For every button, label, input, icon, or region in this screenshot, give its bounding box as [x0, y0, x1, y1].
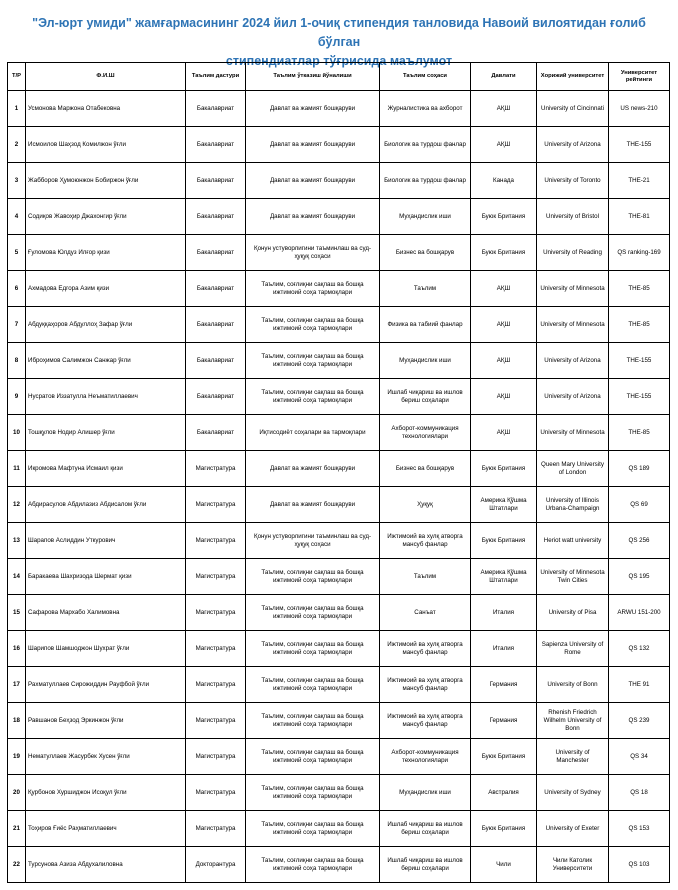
student-name: Икромова Мафтуна Исмаил қизи [26, 451, 186, 487]
header-field: Таълим соҳаси [380, 63, 471, 91]
foreign-university: Heriot watt university [537, 523, 609, 559]
education-direction: Давлат ва жамият бошқаруви [246, 127, 380, 163]
student-name: Рахматуллаев Сирожиддин Рауфбой ўғли [26, 667, 186, 703]
country: АҚШ [471, 127, 537, 163]
foreign-university: University of Arizona [537, 343, 609, 379]
row-number: 5 [8, 235, 26, 271]
education-field: Ахборот-коммуникация технологиялари [380, 415, 471, 451]
education-program: Бакалавриат [186, 199, 246, 235]
university-rating: THE 91 [609, 667, 670, 703]
row-number: 18 [8, 703, 26, 739]
education-direction: Таълим, соғлиқни сақлаш ва бошқа ижтимоий соҳа тармоқлари [246, 775, 380, 811]
education-program: Магистратура [186, 595, 246, 631]
university-rating: THE-155 [609, 127, 670, 163]
foreign-university: Чили Католик Университети [537, 847, 609, 883]
foreign-university: Sapienza University of Rome [537, 631, 609, 667]
university-rating: THE-85 [609, 415, 670, 451]
education-field: Ижтимоий ва хулқ атворга мансуб фанлар [380, 703, 471, 739]
university-rating: THE-85 [609, 307, 670, 343]
foreign-university: University of Bristol [537, 199, 609, 235]
education-program: Бакалавриат [186, 127, 246, 163]
country: Австралия [471, 775, 537, 811]
table-row [8, 91, 670, 127]
table-row [8, 595, 670, 631]
foreign-university: University of Illinois Urbana-Champaign [537, 487, 609, 523]
row-number: 13 [8, 523, 26, 559]
education-direction: Таълим, соғлиқни сақлаш ва бошқа ижтимоий соҳа тармоқлари [246, 631, 380, 667]
education-field: Ишлаб чиқариш ва ишлов бериш соҳалари [380, 811, 471, 847]
education-direction: Таълим, соғлиқни сақлаш ва бошқа ижтимоий соҳа тармоқлари [246, 307, 380, 343]
country: Буюк Британия [471, 811, 537, 847]
university-rating: THE-155 [609, 343, 670, 379]
education-direction: Таълим, соғлиқни сақлаш ва бошқа ижтимоий соҳа тармоқлари [246, 271, 380, 307]
row-number: 1 [8, 91, 26, 127]
student-name: Тошқулов Нодир Алишер ўғли [26, 415, 186, 451]
student-name: Қурбонов Хуршиджон Исоқул ўғли [26, 775, 186, 811]
header-program: Таълим дастури [186, 63, 246, 91]
education-direction: Таълим, соғлиқни сақлаш ва бошқа ижтимоий соҳа тармоқлари [246, 847, 380, 883]
education-field: Ишлаб чиқариш ва ишлов бериш соҳалари [380, 379, 471, 415]
education-program: Докторантура [186, 847, 246, 883]
country: Чили [471, 847, 537, 883]
country: АҚШ [471, 415, 537, 451]
education-field: Ишлаб чиқариш ва ишлов бериш соҳалари [380, 847, 471, 883]
scholars-table [7, 62, 670, 883]
education-program: Магистратура [186, 811, 246, 847]
table-row [8, 379, 670, 415]
education-direction: Давлат ва жамият бошқаруви [246, 487, 380, 523]
row-number: 22 [8, 847, 26, 883]
education-field: Муҳандислик иши [380, 775, 471, 811]
student-name: Турсунова Азиза Абдухалиловна [26, 847, 186, 883]
foreign-university: University of Minnesota [537, 307, 609, 343]
education-program: Магистратура [186, 559, 246, 595]
foreign-university: University of Manchester [537, 739, 609, 775]
header-rating: Университет рейтинги [609, 63, 670, 91]
education-field: Ҳуқуқ [380, 487, 471, 523]
table-row [8, 775, 670, 811]
education-field: Санъат [380, 595, 471, 631]
university-rating: QS 34 [609, 739, 670, 775]
row-number: 20 [8, 775, 26, 811]
university-rating: QS 18 [609, 775, 670, 811]
table-row [8, 487, 670, 523]
student-name: Жабборов Ҳумоюнжон Бобиржон ўғли [26, 163, 186, 199]
foreign-university: University of Toronto [537, 163, 609, 199]
education-direction: Иқтисодиёт соҳалари ва тармоқлари [246, 415, 380, 451]
student-name: Нусратов Иззатулла Неъматиллаевич [26, 379, 186, 415]
row-number: 15 [8, 595, 26, 631]
header-country: Давлати [471, 63, 537, 91]
education-program: Бакалавриат [186, 163, 246, 199]
university-rating: QS 195 [609, 559, 670, 595]
table-row [8, 235, 670, 271]
university-rating: QS ranking-169 [609, 235, 670, 271]
table-row [8, 703, 670, 739]
country: Буюк Британия [471, 739, 537, 775]
row-number: 10 [8, 415, 26, 451]
table-row [8, 127, 670, 163]
row-number: 4 [8, 199, 26, 235]
row-number: 12 [8, 487, 26, 523]
university-rating: QS 153 [609, 811, 670, 847]
student-name: Нематуллаев Жасурбек Хусен ўғли [26, 739, 186, 775]
foreign-university: University of Cincinnati [537, 91, 609, 127]
table-row [8, 163, 670, 199]
education-program: Бакалавриат [186, 415, 246, 451]
country: Буюк Британия [471, 523, 537, 559]
table-body [8, 91, 670, 883]
foreign-university: University of Bonn [537, 667, 609, 703]
university-rating: ARWU 151-200 [609, 595, 670, 631]
foreign-university: University of Reading [537, 235, 609, 271]
row-number: 9 [8, 379, 26, 415]
student-name: Шарипов Шамшоджон Шухрат ўғли [26, 631, 186, 667]
foreign-university: University of Minnesota Twin Cities [537, 559, 609, 595]
country: Италия [471, 631, 537, 667]
table-row [8, 739, 670, 775]
university-rating: QS 189 [609, 451, 670, 487]
row-number: 14 [8, 559, 26, 595]
education-field: Бизнес ва бошқарув [380, 451, 471, 487]
university-rating: QS 239 [609, 703, 670, 739]
education-direction: Таълим, соғлиқни сақлаш ва бошқа ижтимоий соҳа тармоқлари [246, 343, 380, 379]
table-row [8, 523, 670, 559]
row-number: 7 [8, 307, 26, 343]
country: АҚШ [471, 271, 537, 307]
education-field: Биологик ва турдош фанлар [380, 127, 471, 163]
row-number: 21 [8, 811, 26, 847]
country: Германия [471, 703, 537, 739]
education-direction: Таълим, соғлиқни сақлаш ва бошқа ижтимоий соҳа тармоқлари [246, 703, 380, 739]
student-name: Абдирасулов Абдилазиз Абдисалом ўғли [26, 487, 186, 523]
country: Америка Қўшма Штатлари [471, 559, 537, 595]
education-program: Магистратура [186, 775, 246, 811]
student-name: Шарапов Аслиддин Уткурович [26, 523, 186, 559]
table-row [8, 667, 670, 703]
foreign-university: University of Arizona [537, 379, 609, 415]
country: Буюк Британия [471, 199, 537, 235]
education-direction: Таълим, соғлиқни сақлаш ва бошқа ижтимоий соҳа тармоқлари [246, 559, 380, 595]
education-program: Бакалавриат [186, 271, 246, 307]
foreign-university: University of Sydney [537, 775, 609, 811]
country: Италия [471, 595, 537, 631]
university-rating: QS 69 [609, 487, 670, 523]
education-program: Бакалавриат [186, 379, 246, 415]
country: АҚШ [471, 307, 537, 343]
header-direction: Таълим ўтказиш йўналиши [246, 63, 380, 91]
education-field: Журналистика ва ахборот [380, 91, 471, 127]
education-field: Бизнес ва бошқарув [380, 235, 471, 271]
header-row [8, 63, 670, 91]
foreign-university: University of Minnesota [537, 271, 609, 307]
education-direction: Таълим, соғлиқни сақлаш ва бошқа ижтимоий соҳа тармоқлари [246, 667, 380, 703]
education-field: Ахборот-коммуникация технологиялари [380, 739, 471, 775]
header-number: Т/Р [8, 63, 26, 91]
education-field: Физика ва табиий фанлар [380, 307, 471, 343]
education-program: Магистратура [186, 703, 246, 739]
university-rating: THE-21 [609, 163, 670, 199]
row-number: 19 [8, 739, 26, 775]
table-row [8, 451, 670, 487]
row-number: 17 [8, 667, 26, 703]
student-name: Усмонова Маржона Отабековна [26, 91, 186, 127]
education-field: Муҳандислик иши [380, 199, 471, 235]
table-row [8, 199, 670, 235]
row-number: 16 [8, 631, 26, 667]
table-row [8, 559, 670, 595]
row-number: 11 [8, 451, 26, 487]
education-direction: Давлат ва жамият бошқаруви [246, 91, 380, 127]
table-row [8, 271, 670, 307]
student-name: Абдуққаҳоров Абдуллоҳ Зафар ўғли [26, 307, 186, 343]
education-field: Биологик ва турдош фанлар [380, 163, 471, 199]
country: АҚШ [471, 91, 537, 127]
foreign-university: University of Minnesota [537, 415, 609, 451]
university-rating: QS 256 [609, 523, 670, 559]
header-name: Ф.И.Ш [26, 63, 186, 91]
university-rating: THE-85 [609, 271, 670, 307]
student-name: Баракаева Шахризода Шермат қизи [26, 559, 186, 595]
education-program: Бакалавриат [186, 235, 246, 271]
row-number: 8 [8, 343, 26, 379]
education-direction: Қонун устуворлигини таъминлаш ва суд-ҳуқуқ соҳаси [246, 235, 380, 271]
education-program: Магистратура [186, 523, 246, 559]
education-direction: Давлат ва жамият бошқаруви [246, 451, 380, 487]
education-program: Бакалавриат [186, 343, 246, 379]
country: Германия [471, 667, 537, 703]
country: Буюк Британия [471, 235, 537, 271]
table-row [8, 307, 670, 343]
country: АҚШ [471, 343, 537, 379]
foreign-university: Rhenish Friedrich Wilhelm University of Bonn [537, 703, 609, 739]
country: АҚШ [471, 379, 537, 415]
foreign-university: University of Arizona [537, 127, 609, 163]
university-rating: THE-155 [609, 379, 670, 415]
university-rating: QS 132 [609, 631, 670, 667]
table-row [8, 847, 670, 883]
table-row [8, 631, 670, 667]
foreign-university: University of Exeter [537, 811, 609, 847]
education-direction: Таълим, соғлиқни сақлаш ва бошқа ижтимоий соҳа тармоқлари [246, 739, 380, 775]
education-direction: Қонун устуворлигини таъминлаш ва суд-ҳуқуқ соҳаси [246, 523, 380, 559]
education-field: Ижтимоий ва хулқ атворга мансуб фанлар [380, 667, 471, 703]
education-field: Таълим [380, 271, 471, 307]
education-direction: Таълим, соғлиқни сақлаш ва бошқа ижтимоий соҳа тармоқлари [246, 379, 380, 415]
title-line-1: "Эл-юрт умиди" жамғармасининг 2024 йил 1-очиқ стипендия танловида Навоий вилоятидан ғолиб бўлган [32, 16, 646, 49]
education-field: Ижтимоий ва хулқ атворга мансуб фанлар [380, 523, 471, 559]
education-direction: Давлат ва жамият бошқаруви [246, 163, 380, 199]
university-rating: US news-210 [609, 91, 670, 127]
education-direction: Таълим, соғлиқни сақлаш ва бошқа ижтимоий соҳа тармоқлари [246, 811, 380, 847]
table-row [8, 415, 670, 451]
education-program: Магистратура [186, 667, 246, 703]
student-name: Равшанов Беҳзод Эркинжон ўғли [26, 703, 186, 739]
education-direction: Таълим, соғлиқни сақлаш ва бошқа ижтимоий соҳа тармоқлари [246, 595, 380, 631]
education-program: Бакалавриат [186, 307, 246, 343]
table-row [8, 811, 670, 847]
country: Буюк Британия [471, 451, 537, 487]
education-program: Магистратура [186, 739, 246, 775]
university-rating: QS 103 [609, 847, 670, 883]
education-program: Магистратура [186, 451, 246, 487]
student-name: Ғуломова Юлдуз Илғор қизи [26, 235, 186, 271]
student-name: Исмоилов Шаҳзод Комилжон ўғли [26, 127, 186, 163]
row-number: 3 [8, 163, 26, 199]
title-line-2: стипендиатлар тўғрисида маълумот [225, 54, 453, 68]
education-field: Таълим [380, 559, 471, 595]
table-row [8, 343, 670, 379]
student-name: Тоҳиров Ғиёс Раҳматиллаевич [26, 811, 186, 847]
header-university: Хорижий университет [537, 63, 609, 91]
row-number: 6 [8, 271, 26, 307]
student-name: Ахмадова Едгора Азим қизи [26, 271, 186, 307]
education-program: Магистратура [186, 631, 246, 667]
education-program: Бакалавриат [186, 91, 246, 127]
student-name: Сафарова Мархабо Халимовна [26, 595, 186, 631]
row-number: 2 [8, 127, 26, 163]
education-direction: Давлат ва жамият бошқаруви [246, 199, 380, 235]
university-rating: THE-81 [609, 199, 670, 235]
education-field: Ижтимоий ва хулқ атворга мансуб фанлар [380, 631, 471, 667]
foreign-university: University of Pisa [537, 595, 609, 631]
table-header [8, 63, 670, 91]
student-name: Содиқов Жавоҳир Джахонгир ўғли [26, 199, 186, 235]
country: Америка Қўшма Штатлари [471, 487, 537, 523]
country: Канада [471, 163, 537, 199]
education-program: Магистратура [186, 487, 246, 523]
education-field: Муҳандислик иши [380, 343, 471, 379]
foreign-university: Queen Mary University of London [537, 451, 609, 487]
student-name: Иброҳимов Салимжон Санжар ўғли [26, 343, 186, 379]
